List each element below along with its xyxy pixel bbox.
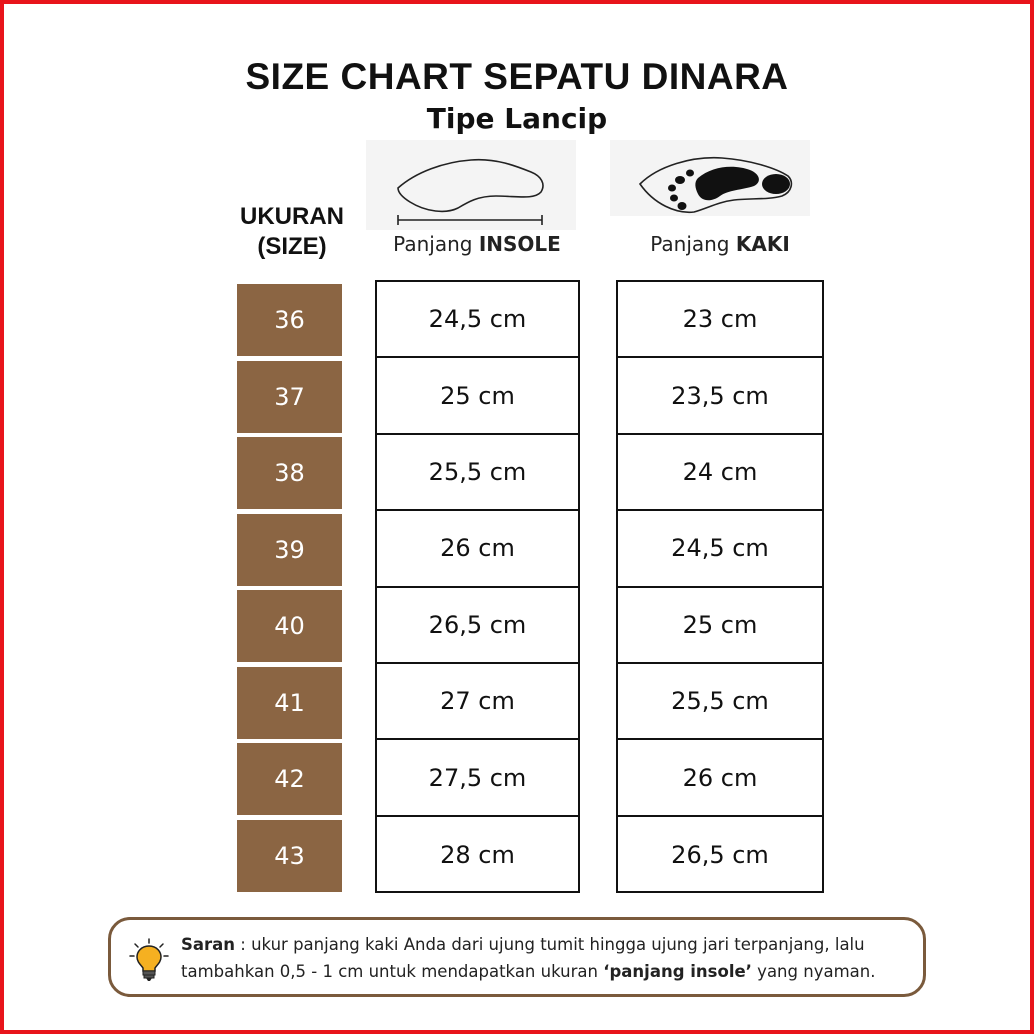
insole-length-cell: 25,5 cm: [377, 435, 578, 511]
insole-header-bold: INSOLE: [478, 232, 561, 256]
kaki-header-prefix: Panjang: [650, 232, 736, 256]
page-title: SIZE CHART SEPATU DINARA: [245, 56, 789, 97]
foot-length-cell: 26 cm: [618, 740, 822, 816]
size-cell: 40: [237, 590, 342, 662]
insole-header-prefix: Panjang: [393, 232, 479, 256]
insole-illustration: [366, 140, 576, 230]
foot-length-cell: 24 cm: [618, 435, 822, 511]
size-cell: 37: [237, 361, 342, 433]
foot-length-cell: 23 cm: [618, 282, 822, 358]
tip-label: Saran: [181, 935, 236, 954]
insole-length-cell: 28 cm: [440, 840, 515, 869]
lightbulb-icon: [129, 938, 169, 982]
tip-line-2: [181, 958, 911, 985]
size-cell: 42: [237, 743, 342, 815]
size-column-header: [232, 202, 352, 262]
page-subtitle: Tipe Lancip: [426, 102, 608, 135]
size-header-line2: (SIZE): [257, 233, 327, 260]
foot-illustration: [610, 140, 810, 216]
size-cell: 39: [237, 514, 342, 586]
tip-line2-post: yang nyaman.: [751, 962, 876, 981]
kaki-header-bold: KAKI: [735, 232, 790, 256]
foot-length-cell: 25 cm: [618, 588, 822, 664]
insole-length-cell: 24,5 cm: [377, 282, 578, 358]
kaki-column-header: [617, 232, 823, 256]
tip-line2-pre: tambahkan 0,5 - 1 cm untuk mendapatkan ukuran: [181, 962, 604, 981]
insole-length-cell: 27 cm: [377, 664, 578, 740]
foot-length-table: [616, 280, 824, 893]
insole-length-cell: 27,5 cm: [377, 740, 578, 816]
tip-text: [181, 931, 911, 985]
insole-length-cell: 25 cm: [377, 358, 578, 434]
insole-column-header: [376, 232, 578, 256]
insole-length-cell: 26 cm: [377, 511, 578, 587]
size-cell: 41: [237, 667, 342, 739]
insole-length-cell: 26,5 cm: [377, 588, 578, 664]
size-list: [237, 284, 342, 896]
tip-line1-rest: : ukur panjang kaki Anda dari ujung tumit hingga ujung jari terpanjang, lalu: [235, 935, 865, 954]
size-header-line1: UKURAN: [240, 203, 344, 230]
size-cell: 43: [237, 820, 342, 892]
footprint-icon: [610, 140, 810, 216]
tip-box: [108, 917, 926, 997]
size-cell: 36: [237, 284, 342, 356]
foot-length-cell: 23,5 cm: [618, 358, 822, 434]
foot-length-cell: 24,5 cm: [618, 511, 822, 587]
size-cell: 38: [237, 437, 342, 509]
insole-length-table: [375, 280, 580, 893]
tip-line2-bold: ‘panjang insole’: [603, 962, 752, 981]
foot-length-cell: 26,5 cm: [671, 840, 769, 869]
insole-outline-icon: [366, 140, 576, 230]
tip-line-1: [181, 931, 911, 958]
foot-length-cell: 25,5 cm: [618, 664, 822, 740]
